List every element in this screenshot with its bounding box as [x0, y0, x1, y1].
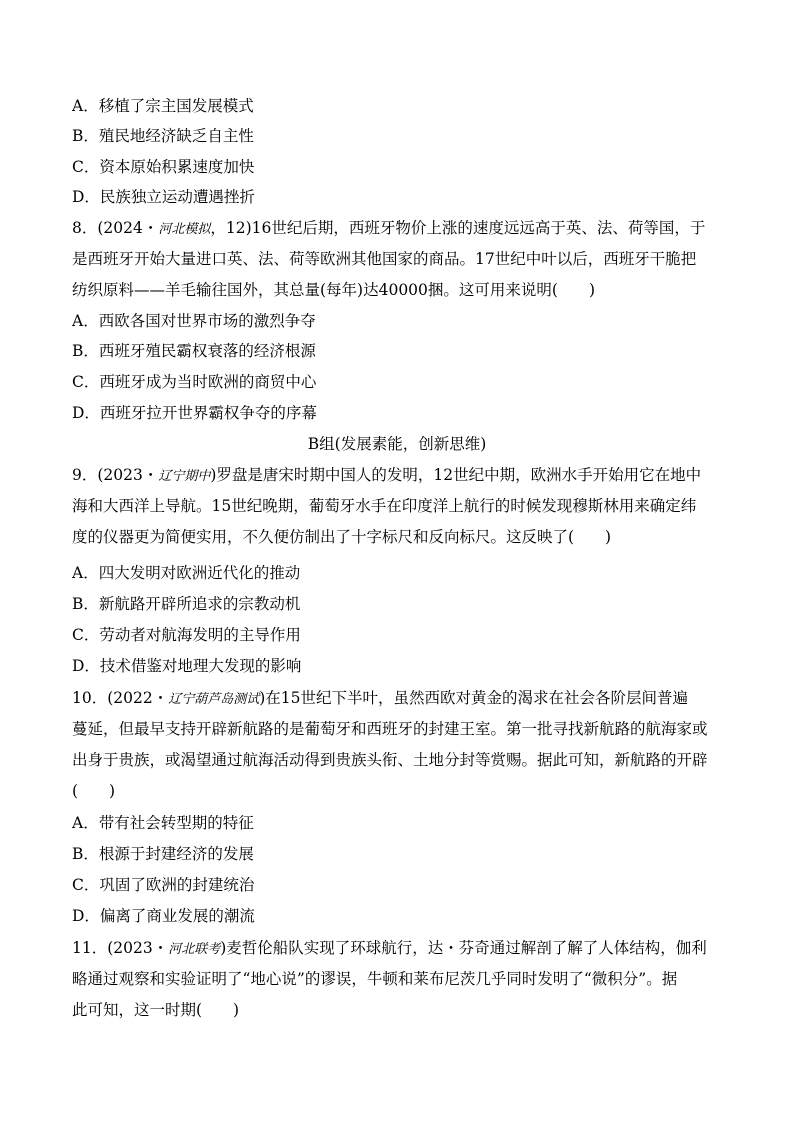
q11-stem-line-3: 此可知，这一时期( ) [72, 1001, 240, 1019]
q9-option-a: A．四大发明对欧洲近代化的推动 [72, 564, 301, 582]
q11-source: 河北联考 [168, 942, 221, 957]
q10-stem-line-2: 蔓延，但最早支持开辟新航路的是葡萄牙和西班牙的封建王室。第一批寻找新航路的航海家或 [72, 720, 708, 738]
section-b-heading: B组(发展素能，创新思维) [307, 435, 487, 453]
q9-number: 9．(2023・ [72, 466, 159, 484]
q8-stem-line-1 [72, 218, 724, 240]
q10-stem-line-3: 出身于贵族，或渴望通过航海活动得到贵族头衔、土地分封等赏赐。据此可知，新航路的开辟 [72, 751, 708, 769]
q9-option-d: D．技术借鉴对地理大发现的影响 [72, 657, 302, 675]
q8-option-a: A．西欧各国对世界市场的激烈争夺 [72, 312, 316, 330]
q9-option-b: B．新航路开辟所追求的宗教动机 [72, 595, 301, 613]
q7-option-b: B．殖民地经济缺乏自主性 [72, 127, 254, 145]
q7-option-c: C．资本原始积累速度加快 [72, 158, 255, 176]
q9-stem-line-1 [72, 465, 724, 487]
q10-stem-line-4: ( ) [72, 782, 116, 800]
q8-option-d: D．西班牙拉开世界霸权争夺的序幕 [72, 404, 317, 422]
q11-stem-line-1 [72, 938, 724, 960]
q9-stem-line-3: 度的仪器更为简便实用，不久便仿制出了十字标尺和反向标尺。这反映了( ) [72, 528, 612, 546]
q10-option-c: C．巩固了欧洲的封建统治 [72, 876, 255, 894]
q10-stem-text: )在15世纪下半叶，虽然西欧对黄金的渴求在社会各阶层间普遍 [259, 689, 689, 707]
q9-stem-text: )罗盘是唐宋时期中国人的发明，12世纪中期，欧洲水手开始用它在地中 [210, 466, 702, 484]
q10-option-a: A．带有社会转型期的特征 [72, 814, 254, 832]
q10-option-b: B．根源于封建经济的发展 [72, 845, 254, 863]
q9-option-c: C．劳动者对航海发明的主导作用 [72, 626, 301, 644]
q11-stem-text: )麦哲伦船队实现了环球航行，达・芬奇通过解剖了解了人体结构，伽利 [220, 939, 707, 957]
q8-stem-line-2: 是西班牙开始大量进口英、法、荷等欧洲其他国家的商品。17世纪中叶以后，西班牙干脆把 [72, 250, 697, 268]
q10-option-d: D．偏离了商业发展的潮流 [72, 907, 255, 925]
q8-option-b: B．西班牙殖民霸权衰落的经济根源 [72, 342, 316, 360]
q10-stem-line-1 [72, 688, 724, 710]
q9-source: 辽宁期中 [158, 469, 211, 484]
q7-option-d: D．民族独立运动遭遇挫折 [72, 188, 255, 206]
q8-option-c: C．西班牙成为当时欧洲的商贸中心 [72, 373, 317, 391]
q8-stem-text: ，12)16世纪后期，西班牙物价上涨的速度远远高于英、法、荷等国，于 [210, 219, 706, 237]
q10-number: 10．(2022・ [72, 689, 169, 707]
q8-source: 河北模拟 [158, 222, 211, 237]
q8-number: 8．(2024・ [72, 219, 159, 237]
q8-stem-line-3: 纺织原料——羊毛输往国外，其总量(每年)达40000捆。这可用来说明( ) [72, 281, 595, 299]
q10-source: 辽宁葫芦岛测试 [168, 692, 260, 707]
q11-stem-line-2: 略通过观察和实验证明了“地心说”的谬误，牛顿和莱布尼茨几乎同时发明了“微积分”。据 [72, 970, 678, 988]
q7-option-a: A．移植了宗主国发展模式 [72, 97, 254, 115]
q11-number: 11．(2023・ [72, 939, 169, 957]
q9-stem-line-2: 海和大西洋上导航。15世纪晚期，葡萄牙水手在印度洋上航行的时候发现穆斯林用来确定纬 [72, 497, 697, 515]
